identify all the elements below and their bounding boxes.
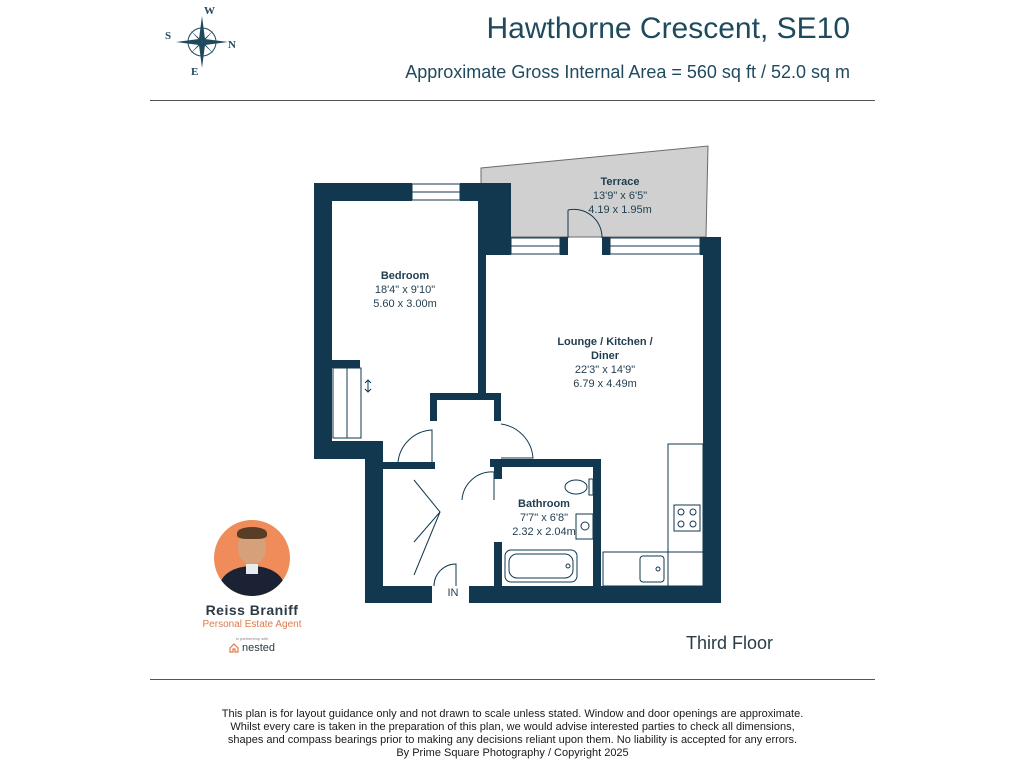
wall-hall-left-stub bbox=[430, 393, 437, 421]
wall-hall-mid bbox=[383, 462, 435, 469]
brand-logo bbox=[193, 642, 311, 654]
wall-lounge-top-c bbox=[602, 237, 610, 255]
footer-divider bbox=[150, 679, 875, 680]
avatar bbox=[214, 520, 290, 596]
wall-bath-top bbox=[490, 459, 601, 467]
lounge-imperial: 22'3" x 14'9" bbox=[574, 364, 636, 376]
bathroom-label: Bathroom bbox=[518, 498, 570, 510]
terrace-metric: 4.19 x 1.95m bbox=[588, 204, 652, 216]
bedroom-metric: 5.60 x 3.00m bbox=[373, 298, 437, 310]
house-icon bbox=[229, 643, 239, 653]
disclaimer-line-2: Whilst every care is taken in the preparation of this plan, we would advise interested parties to check all dimensions, bbox=[230, 721, 795, 733]
lounge-label-line2: Diner bbox=[590, 350, 620, 362]
brand-tagline: in partnership with bbox=[235, 636, 269, 641]
wall-lounge-top-b bbox=[560, 237, 568, 255]
wall-hall-right-stub bbox=[494, 393, 501, 421]
compass-e: E bbox=[191, 66, 199, 78]
disclaimer-line-3: shapes and compass bearings prior to making any decisions reliant upon them. No liability is accepted for any errors. bbox=[227, 734, 798, 746]
brand-name: nested bbox=[241, 642, 276, 654]
entrance-label: IN bbox=[447, 587, 459, 599]
wall-hall-top bbox=[430, 393, 501, 400]
terrace-label: Terrace bbox=[600, 176, 640, 188]
bedroom-label: Bedroom bbox=[380, 270, 430, 282]
lounge-label-line1: Lounge / Kitchen / bbox=[557, 336, 653, 348]
kitchen-fixtures bbox=[603, 444, 703, 586]
compass-w: W bbox=[204, 5, 215, 17]
wall-bottom-b bbox=[469, 586, 721, 603]
bathroom-metric: 2.32 x 2.04m bbox=[512, 526, 576, 538]
lounge-metric: 6.79 x 4.49m bbox=[573, 378, 637, 390]
agent-card bbox=[193, 520, 311, 654]
wall-partition bbox=[478, 201, 486, 393]
wall-bath-right bbox=[593, 459, 601, 586]
plan-title: Hawthorne Crescent, SE10 bbox=[486, 12, 850, 45]
wall-lounge-top-a bbox=[493, 237, 511, 255]
copyright: By Prime Square Photography / Copyright 2025 bbox=[396, 747, 629, 759]
compass-s: S bbox=[165, 30, 172, 42]
wall-wardrobe bbox=[332, 360, 360, 368]
disclaimer bbox=[150, 708, 875, 760]
wall-left bbox=[314, 183, 332, 459]
disclaimer-line-1: This plan is for layout guidance only and not drawn to scale unless stated. Window and door openings are approximate. bbox=[221, 708, 804, 720]
wall-bedroom-top-a bbox=[314, 183, 412, 201]
wall-bath-left-bottom bbox=[494, 542, 502, 586]
bedroom-imperial: 18'4" x 9'10" bbox=[374, 284, 436, 296]
wall-hall-left bbox=[365, 441, 383, 603]
compass-n: N bbox=[228, 39, 236, 51]
bathroom-imperial: 7'7" x 6'8" bbox=[519, 512, 569, 524]
agent-role: Personal Estate Agent bbox=[202, 619, 302, 630]
floor-label: Third Floor bbox=[686, 633, 774, 653]
plan-area: Approximate Gross Internal Area = 560 sq ft / 52.0 sq m bbox=[405, 62, 850, 82]
agent-name: Reiss Braniff bbox=[205, 602, 299, 618]
terrace-imperial: 13'9" x 6'5" bbox=[592, 190, 648, 202]
wardrobe bbox=[333, 368, 371, 438]
wall-bath-left-top bbox=[494, 459, 502, 479]
wall-right bbox=[703, 237, 721, 603]
